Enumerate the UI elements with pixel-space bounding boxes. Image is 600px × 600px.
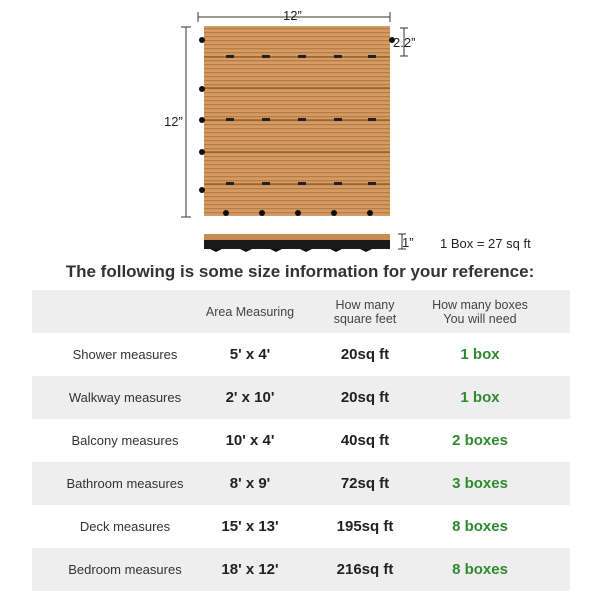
size-reference-table (32, 290, 570, 591)
header-square-feet-line1: How many (335, 297, 395, 312)
table-header-row (32, 290, 570, 333)
area-size: 8' x 9' (229, 475, 271, 492)
width-label: 12” (283, 8, 302, 23)
reference-headline: The following is some size information for your reference: (65, 262, 535, 281)
area-size: 10' x 4' (225, 432, 275, 449)
room-name: Walkway measures (68, 390, 182, 405)
square-feet: 40sq ft (340, 432, 390, 449)
area-size: 15' x 13' (221, 518, 279, 535)
square-feet: 20sq ft (340, 346, 390, 363)
room-name: Deck measures (79, 519, 171, 534)
square-feet: 216sq ft (336, 561, 394, 578)
header-boxes (415, 298, 545, 326)
boxes-needed: 1 box (460, 389, 500, 406)
header-square-feet (315, 298, 415, 326)
area-size: 2' x 10' (225, 389, 275, 406)
room-name: Bathroom measures (66, 476, 184, 491)
room-name: Shower measures (72, 347, 178, 362)
square-feet: 72sq ft (340, 475, 390, 492)
table-row (32, 505, 570, 548)
table-row (32, 376, 570, 419)
tile-side-view (204, 234, 390, 252)
header-area: Area Measuring (205, 304, 295, 319)
header-boxes-line2: You will need (443, 311, 517, 326)
table-row (32, 333, 570, 376)
area-size: 18' x 12' (221, 561, 279, 578)
boxes-needed: 3 boxes (452, 475, 508, 492)
plank-width-label: 2.2” (393, 35, 416, 50)
area-size: 5' x 4' (229, 346, 271, 363)
boxes-needed: 8 boxes (452, 518, 508, 535)
box-coverage-note: 1 Box = 27 sq ft (440, 236, 531, 251)
tile-top-view (199, 26, 395, 216)
deck-tile-diagram (0, 0, 600, 260)
header-square-feet-line2: square feet (333, 311, 397, 326)
room-name: Bedroom measures (68, 562, 182, 577)
header-boxes-line1: How many boxes (432, 297, 528, 312)
square-feet: 195sq ft (336, 518, 394, 535)
room-name: Balcony measures (71, 433, 179, 448)
boxes-needed: 8 boxes (452, 561, 508, 578)
thickness-label: 1” (402, 235, 414, 250)
boxes-needed: 1 box (460, 346, 500, 363)
height-label: 12” (164, 114, 183, 129)
boxes-needed: 2 boxes (452, 432, 508, 449)
table-row (32, 548, 570, 591)
square-feet: 20sq ft (340, 389, 390, 406)
table-row (32, 419, 570, 462)
table-row (32, 462, 570, 505)
